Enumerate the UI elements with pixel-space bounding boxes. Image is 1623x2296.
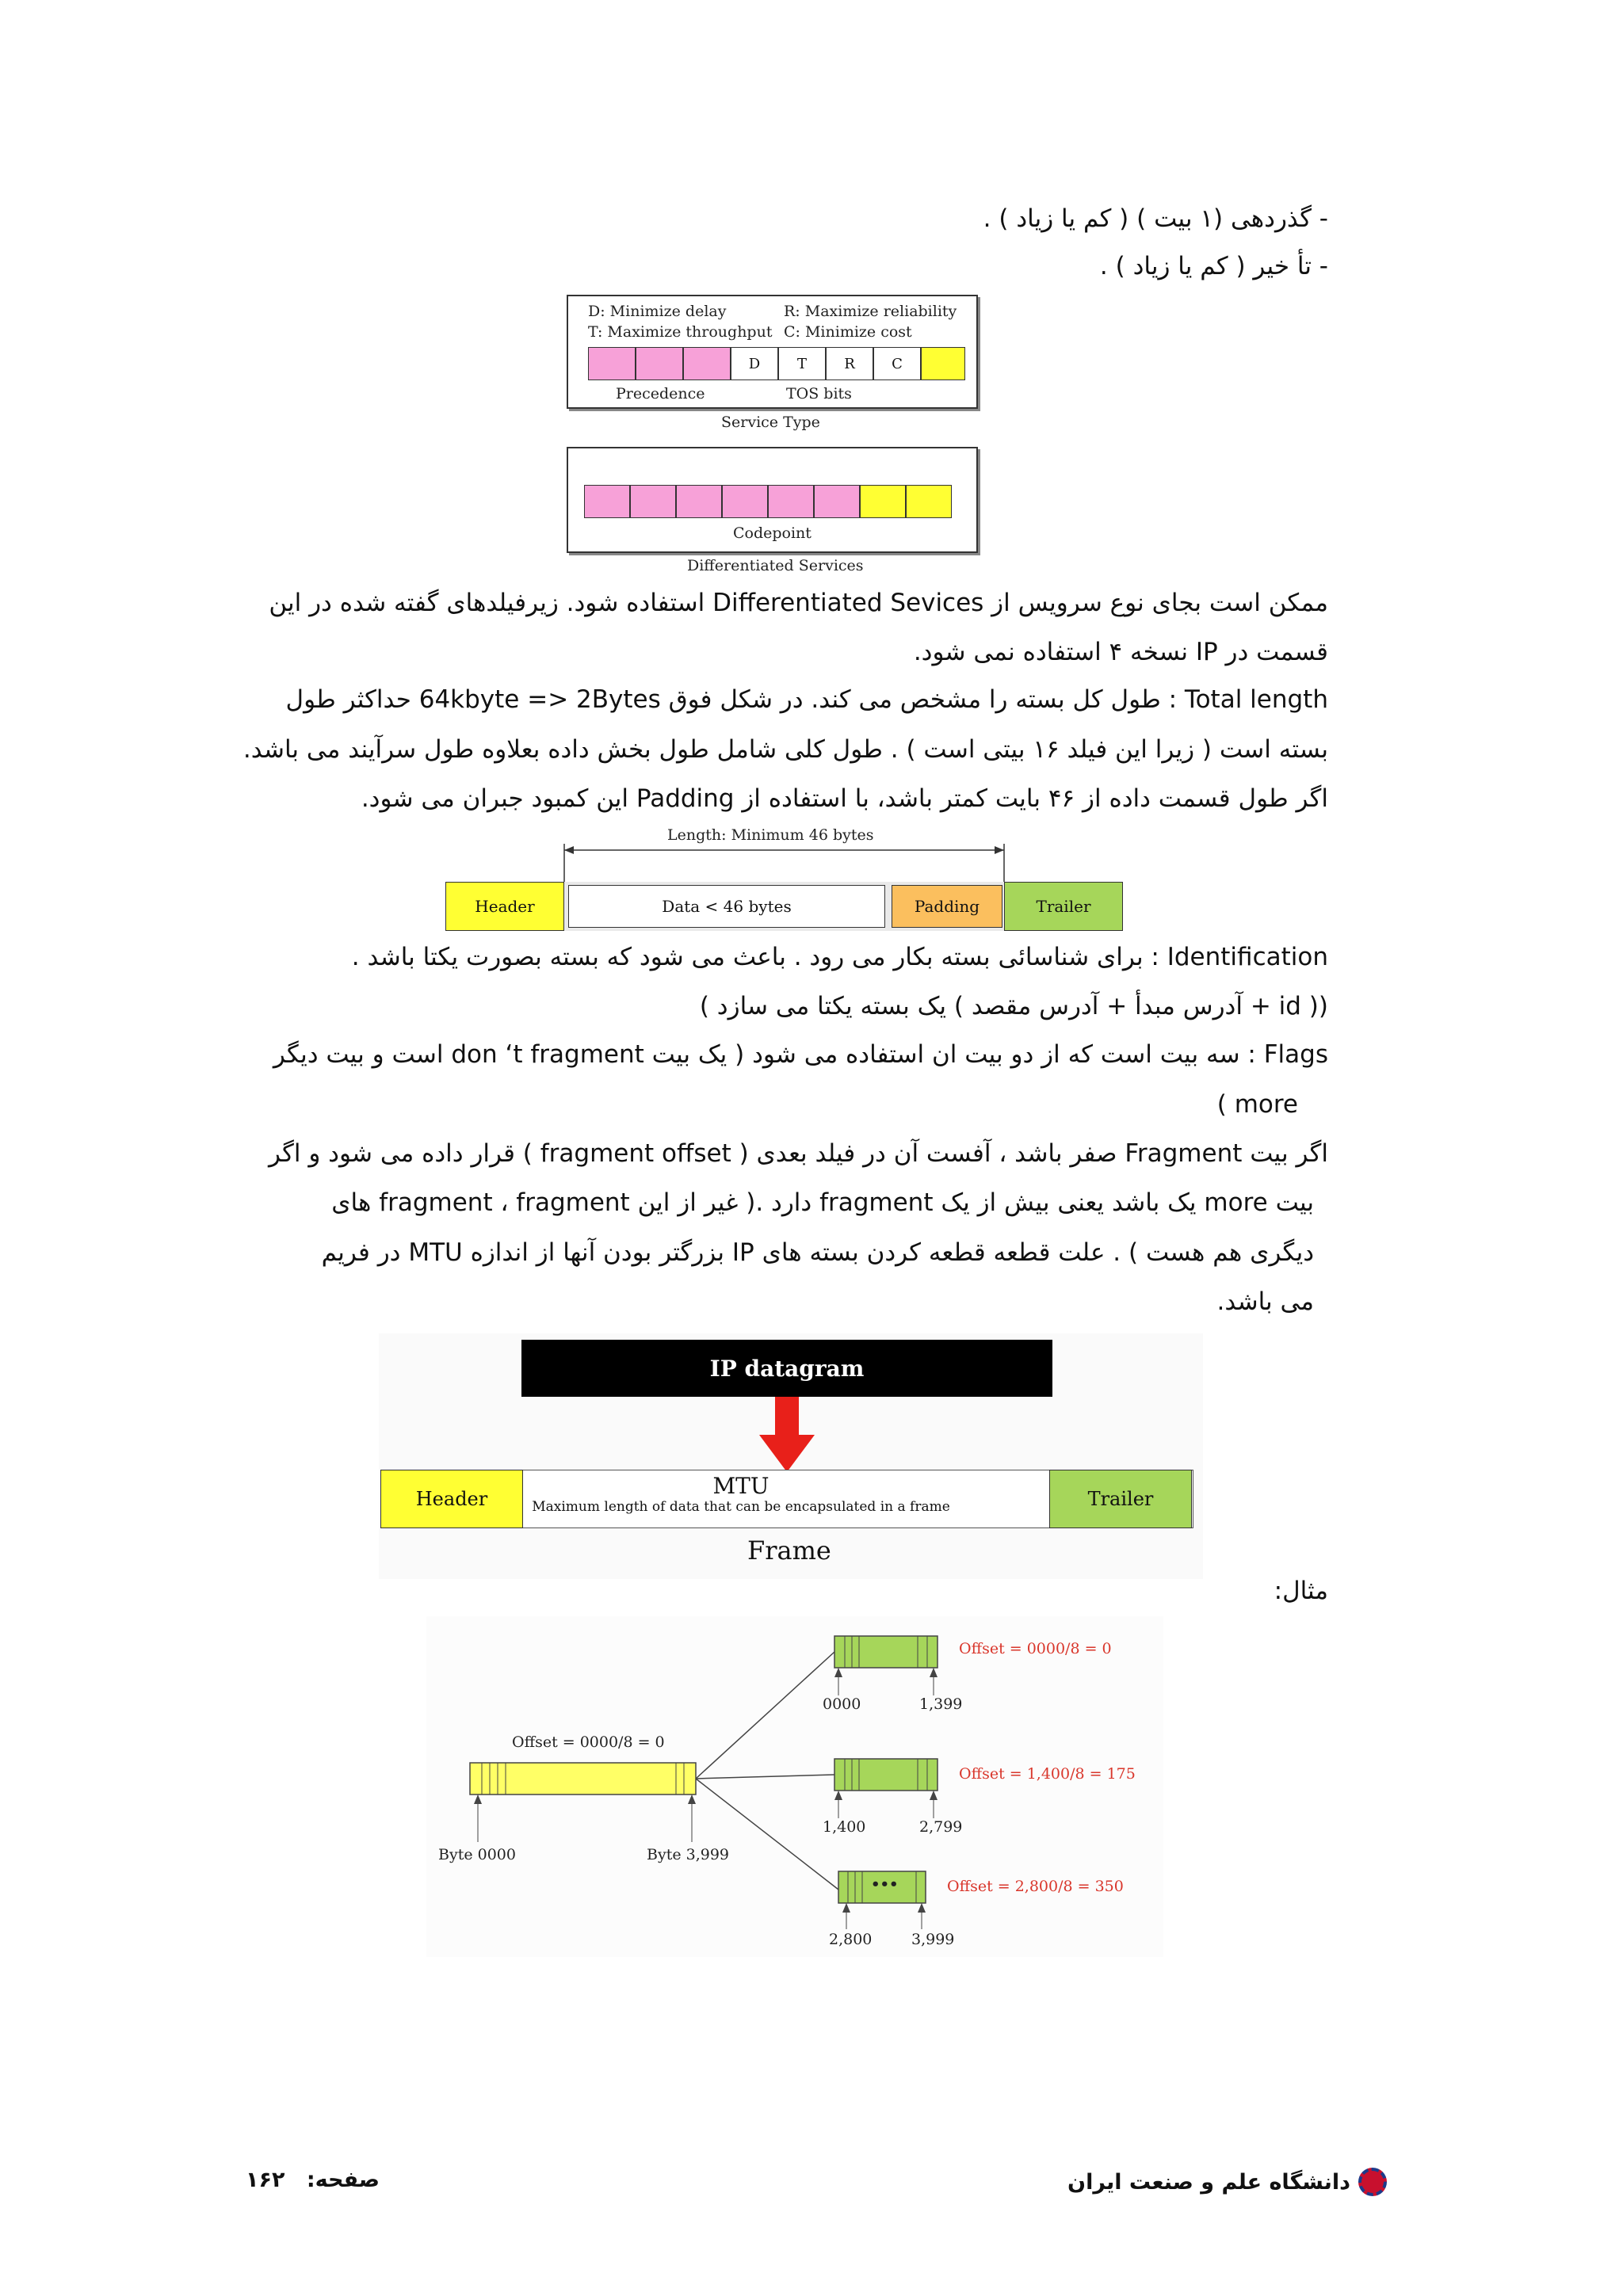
- codepoint-bit: [768, 485, 814, 518]
- precedence-label: Precedence: [616, 385, 705, 402]
- precedence-bit: [683, 347, 731, 380]
- tos-bit-t: T: [778, 347, 826, 380]
- mtu-header: Header: [380, 1470, 523, 1528]
- fragment-end: 2,799: [919, 1818, 963, 1836]
- length-data: Data < 46 bytes: [568, 885, 885, 928]
- codepoint-bit: [630, 485, 676, 518]
- total-length-line-2: بسته است ( زیرا این فیلد ۱۶ بیتی است ) . طول کلی شامل طول بخش داده بعلاوه طول سرآیند می باشد.: [242, 735, 1328, 764]
- bullet-throughput: - گذردهی (۱ بیت ) ( کم یا زیاد ) .: [983, 204, 1328, 233]
- identification-line-1: Identification : برای شناسائی بسته بکار می رود . باعث می شود که بسته بصورت یکتا باشد .: [351, 943, 1328, 971]
- diffserv-label: Differentiated Services: [687, 557, 864, 574]
- footer-university: [1067, 2168, 1387, 2196]
- length-padding: Padding: [892, 885, 1002, 928]
- legend-c: C: Minimize cost: [784, 323, 912, 341]
- tos-bits-label: TOS bits: [786, 385, 852, 402]
- fragment-line-4: می باشد.: [1216, 1287, 1314, 1316]
- fragment-offset: Offset = 0000/8 = 0: [959, 1640, 1112, 1657]
- tos-bit-d: D: [731, 347, 778, 380]
- length-header: Header: [445, 882, 564, 931]
- unused-bit: [921, 347, 965, 380]
- length-figure: [445, 826, 1127, 937]
- fragment-end: 3,999: [911, 1931, 955, 1948]
- example-label: مثال:: [1274, 1577, 1328, 1605]
- unused-bit: [906, 485, 952, 518]
- fragment-start: 1,400: [823, 1818, 866, 1836]
- mtu-trailer: Trailer: [1049, 1470, 1192, 1528]
- byte-start: Byte 0000: [438, 1846, 516, 1863]
- codepoint-bit: [584, 485, 630, 518]
- tos-bit-r: R: [826, 347, 873, 380]
- service-type-label: Service Type: [721, 414, 820, 431]
- ip-datagram-label: IP datagram: [709, 1355, 865, 1382]
- codepoint-bit: [676, 485, 722, 518]
- bullet-delay: - تأ خیر ( کم یا زیاد ) .: [1099, 252, 1328, 280]
- university-logo-icon: [1358, 2168, 1387, 2196]
- flags-line-2: more ): [1216, 1090, 1298, 1119]
- length-title: Length: Minimum 46 bytes: [667, 826, 874, 844]
- legend-r: R: Maximize reliability: [784, 303, 957, 320]
- diffserv-line-1: ممکن است بجای نوع سرویس از Differentiated Sevices استفاده شود. زیرفیلدهای گفته شده در این: [269, 589, 1328, 617]
- mtu-label: MTU: [712, 1473, 769, 1499]
- footer-page: [246, 2168, 380, 2192]
- flags-line-1: Flags : سه بیت است که از دو بیت ان استفاده می شود ( یک بیت don ‘t fragment است و بیت دیگر: [273, 1040, 1328, 1069]
- footer-page-label: صفحه:: [306, 2168, 380, 2192]
- fragment-start: 0000: [823, 1695, 861, 1713]
- fragment-offset: Offset = 2,800/8 = 350: [947, 1878, 1124, 1895]
- footer-page-number: ۱۶۲: [246, 2168, 285, 2192]
- mtu-description: Maximum length of data that can be encapsulated in a frame: [532, 1499, 950, 1515]
- footer-university-name: دانشگاه علم و صنعت ایران: [1067, 2169, 1350, 2195]
- fragment-start: 2,800: [829, 1931, 873, 1948]
- total-length-line-3: اگر طول قسمت داده از ۴۶ بایت کمتر باشد، با استفاده از Padding این کمبود جبران می شود.: [361, 784, 1328, 813]
- fragment-line-3: دیگری هم هست ) . علت قطعه قطعه کردن بسته های IP بزرگتر بودن آنها از اندازه MTU در فریم: [321, 1238, 1314, 1267]
- fragmentation-lines: [426, 1616, 1163, 1957]
- mtu-figure: [379, 1333, 1203, 1579]
- fragment-line-2: بیت more یک باشد یعنی بیش از یک fragment دارد .( غیر از این fragment ، fragment های: [331, 1188, 1314, 1217]
- unused-bit: [860, 485, 906, 518]
- fragment-offset: Offset = 1,400/8 = 175: [959, 1765, 1136, 1783]
- length-trailer: Trailer: [1004, 882, 1123, 931]
- identification-line-2: (( id + آدرس مبدأ + آدرس مقصد ) یک بسته یکتا می سازد ): [699, 992, 1328, 1020]
- fragment-dots: •••: [871, 1876, 899, 1893]
- diffserv-line-2: قسمت در IP نسخه ۴ استفاده نمی شود.: [913, 638, 1328, 666]
- precedence-bit: [588, 347, 636, 380]
- byte-end: Byte 3,999: [647, 1846, 730, 1863]
- diffserv-box: [567, 447, 978, 553]
- original-offset: Offset = 0000/8 = 0: [512, 1733, 665, 1751]
- fragmentation-figure: [426, 1616, 1163, 1957]
- fragment-end: 1,399: [919, 1695, 963, 1713]
- fragment-line-1: اگر بیت Fragment صفر باشد ، آفست آن در فیلد بعدی ( fragment offset ) قرار داده می شود و اگر: [269, 1139, 1328, 1168]
- frame-label: Frame: [747, 1535, 831, 1566]
- legend-t: T: Maximize throughput: [588, 323, 773, 341]
- total-length-line-1: Total length : طول کل بسته را مشخص می کند. در شکل فوق 64kbyte => 2Bytes حداکثر طول: [285, 685, 1328, 714]
- service-type-box: [567, 295, 978, 409]
- legend-d: D: Minimize delay: [588, 303, 727, 320]
- footer: [238, 2161, 1387, 2209]
- tos-figure: [567, 295, 979, 580]
- codepoint-bit: [814, 485, 860, 518]
- codepoint-label: Codepoint: [733, 524, 812, 542]
- tos-bit-c: C: [873, 347, 921, 380]
- codepoint-bit: [722, 485, 768, 518]
- precedence-bit: [636, 347, 683, 380]
